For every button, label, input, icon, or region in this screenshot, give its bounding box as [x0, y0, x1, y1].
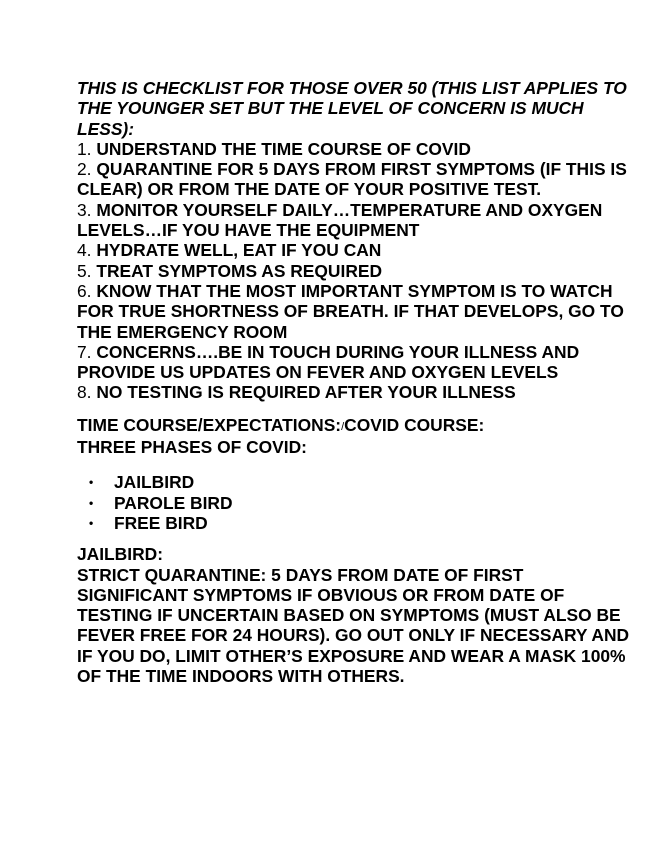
item-text: HYDRATE WELL, EAT IF YOU CAN	[96, 240, 382, 261]
jailbird-text: STRICT QUARANTINE: 5 DAYS FROM DATE OF FIRST SIGNIFICANT SYMPTOMS IF OBVIOUS OR FROM DATE OF TESTING IF UNCERTAIN BASED ON SYMPTOMS (MUST ALSO BE FEVER FREE FOR 24 HOURS). GO OUT ONLY IF NECESSARY AND IF YOU DO, LIMIT OTHER’S EXPOSURE AND WEAR A MASK 100% OF THE TIME INDOORS WITH OTHERS.	[77, 564, 630, 687]
phases-list	[77, 472, 637, 533]
checklist-item	[77, 382, 637, 402]
item-text: UNDERSTAND THE TIME COURSE OF COVID	[96, 138, 471, 159]
list-item	[77, 472, 637, 492]
checklist-item	[77, 261, 637, 281]
bullet-icon: •	[89, 515, 94, 530]
checklist-item	[77, 342, 637, 383]
checklist-item	[77, 139, 637, 159]
phase-label: PAROLE BIRD	[114, 492, 233, 513]
checklist-item	[77, 240, 637, 260]
item-number: 8.	[77, 382, 92, 403]
item-text: MONITOR YOURSELF DAILY…TEMPERATURE AND OXYGEN LEVELS…IF YOU HAVE THE EQUIPMENT	[77, 199, 603, 241]
item-number: 5.	[77, 260, 92, 281]
item-number: 6.	[77, 280, 92, 301]
heading-separator: /	[341, 420, 345, 433]
bullet-icon: •	[89, 475, 94, 490]
item-text: QUARANTINE FOR 5 DAYS FROM FIRST SYMPTOMS (IF THIS IS CLEAR) OR FROM THE DATE OF YOUR POSITIVE TEST.	[77, 159, 627, 200]
list-item	[77, 513, 637, 533]
bullet-icon: •	[89, 495, 94, 510]
time-course-heading-a: TIME COURSE/EXPECTATIONS:	[77, 414, 342, 435]
item-number: 4.	[77, 240, 92, 261]
item-number: 2.	[77, 159, 92, 180]
checklist-intro: THIS IS CHECKLIST FOR THOSE OVER 50 (THIS LIST APPLIES TO THE YOUNGER SET BUT THE LEVEL OF CONCERN IS MUCH LESS):	[77, 78, 627, 139]
checklist-item	[77, 159, 637, 200]
checklist-item	[77, 281, 637, 342]
list-item	[77, 493, 637, 513]
phase-label: FREE BIRD	[114, 512, 208, 533]
item-text: KNOW THAT THE MOST IMPORTANT SYMPTOM IS TO WATCH FOR TRUE SHORTNESS OF BREATH. IF THAT DEVELOPS, GO TO THE EMERGENCY ROOM	[77, 280, 624, 342]
item-number: 7.	[77, 341, 92, 362]
phase-label: JAILBIRD	[114, 472, 195, 493]
phases-subheading: THREE PHASES OF COVID:	[77, 437, 307, 458]
document-page	[77, 78, 637, 686]
time-course-heading-b: COVID COURSE:	[344, 414, 485, 435]
jailbird-heading: JAILBIRD:	[77, 544, 163, 565]
item-number: 3.	[77, 199, 92, 220]
item-text: TREAT SYMPTOMS AS REQUIRED	[96, 260, 383, 281]
checklist-item	[77, 200, 637, 241]
item-text: NO TESTING IS REQUIRED AFTER YOUR ILLNESS	[96, 382, 516, 403]
checklist	[77, 139, 637, 403]
item-text: CONCERNS….BE IN TOUCH DURING YOUR ILLNESS AND PROVIDE US UPDATES ON FEVER AND OXYGEN LEVELS	[77, 341, 580, 383]
item-number: 1.	[77, 138, 92, 159]
time-course-heading	[77, 415, 637, 437]
